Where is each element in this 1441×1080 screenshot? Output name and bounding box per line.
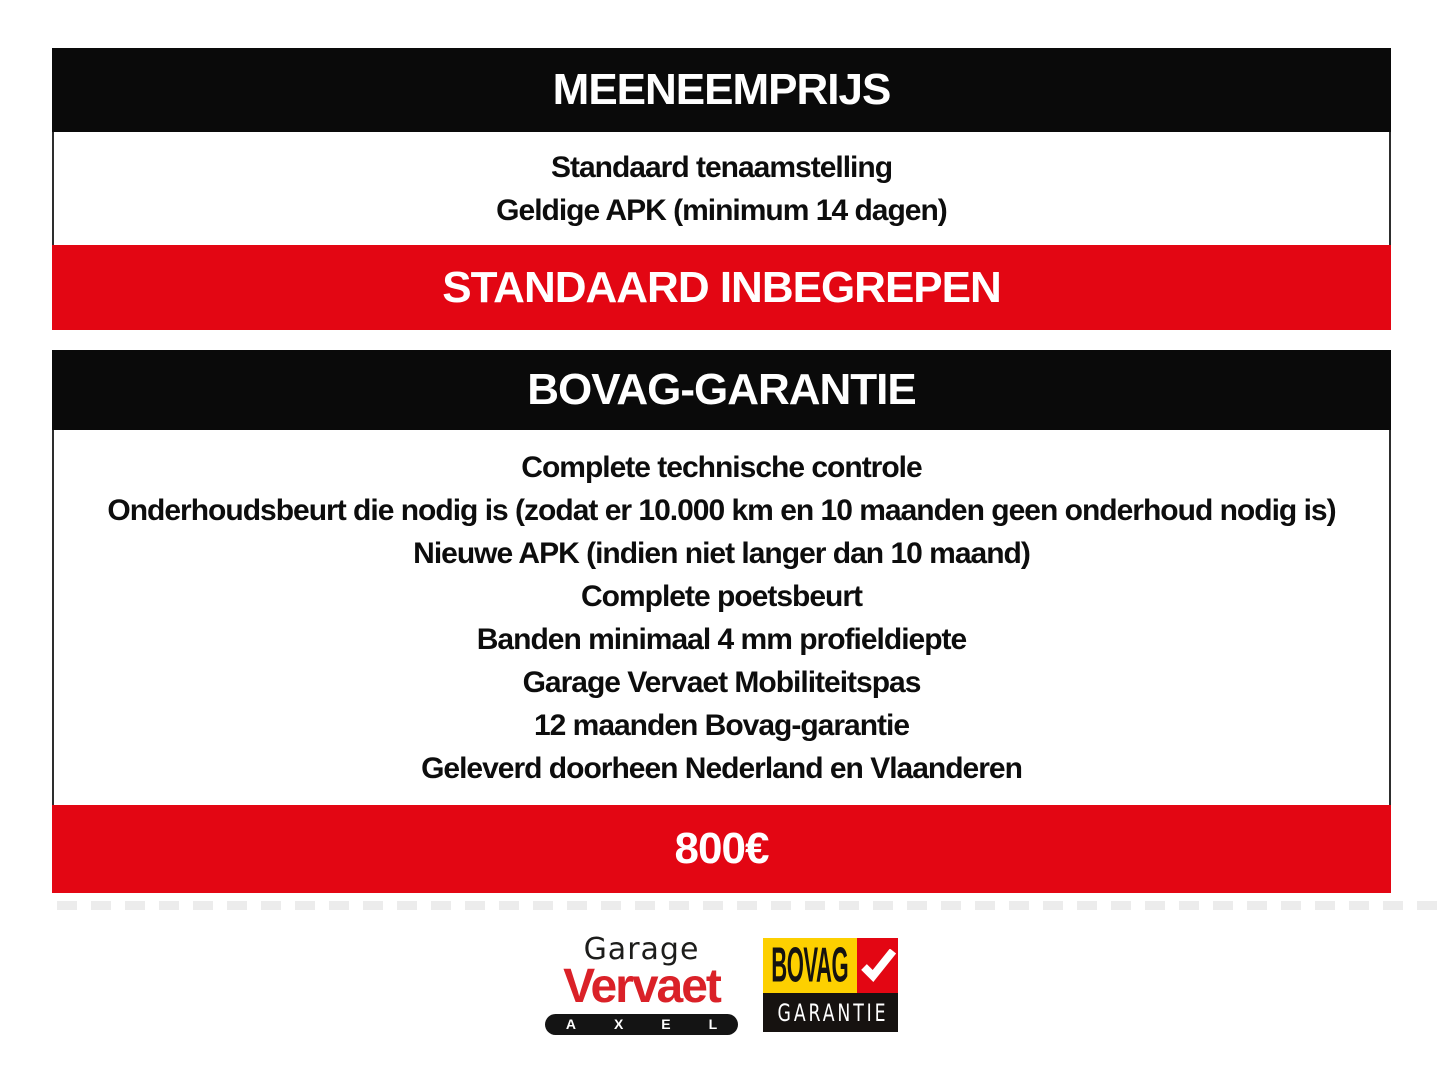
meeneemprijs-title: MEENEEMPRIJS: [552, 65, 891, 114]
bovag-red-cell: [857, 938, 898, 993]
bovag-item: Garage Vervaet Mobiliteitspas: [522, 666, 921, 699]
vervaet-word: Vervaet: [563, 960, 720, 1013]
standaard-inbegrepen-banner: [52, 245, 1391, 330]
bovag-item: Complete poetsbeurt: [580, 580, 863, 613]
bovag-garantie-panel: [52, 430, 1391, 805]
standaard-inbegrepen-title: STANDAARD INBEGREPEN: [442, 262, 1001, 312]
section-gap: [52, 330, 1391, 350]
bovag-logo-top: [763, 938, 898, 993]
bovag-yellow-cell: [763, 938, 857, 993]
axel-badge: [545, 1014, 756, 1035]
bovag-item: Onderhoudsbeurt die nodig is (zodat er 10.000 km en 10 maanden geen onderhoud nodig is): [107, 494, 1336, 527]
bovag-logo-bottom: [763, 993, 898, 1032]
meeneemprijs-panel: [52, 132, 1391, 245]
bovag-garantie-banner: [52, 350, 1391, 430]
bovag-word: BOVAG: [771, 938, 849, 993]
bovag-item: Banden minimaal 4 mm profieldiepte: [476, 623, 967, 656]
faint-dashed-line: [57, 901, 1441, 910]
garantie-word: GARANTIE: [777, 998, 888, 1027]
price-banner: [52, 805, 1391, 893]
bovag-garantie-logo: [763, 938, 898, 1032]
bovag-item: Nieuwe APK (indien niet langer dan 10 maand): [413, 537, 1030, 570]
content-sheet: [52, 48, 1391, 893]
axel-badge-label: AXEL: [565, 1016, 756, 1032]
meeneemprijs-banner: [52, 48, 1391, 132]
meeneemprijs-item: Geldige APK (minimum 14 dagen): [496, 194, 947, 227]
bovag-item: 12 maanden Bovag-garantie: [533, 709, 910, 742]
bovag-garantie-title: BOVAG-GARANTIE: [527, 365, 916, 414]
garage-word: Garage: [583, 932, 700, 967]
bovag-item: Complete technische controle: [521, 451, 922, 484]
meeneemprijs-item: Standaard tenaamstelling: [550, 151, 893, 184]
garage-vervaet-logo: [545, 932, 756, 1035]
check-icon: [860, 949, 896, 983]
price-title: 800€: [674, 824, 769, 873]
bovag-item: Geleverd doorheen Nederland en Vlaanderen: [421, 752, 1022, 785]
